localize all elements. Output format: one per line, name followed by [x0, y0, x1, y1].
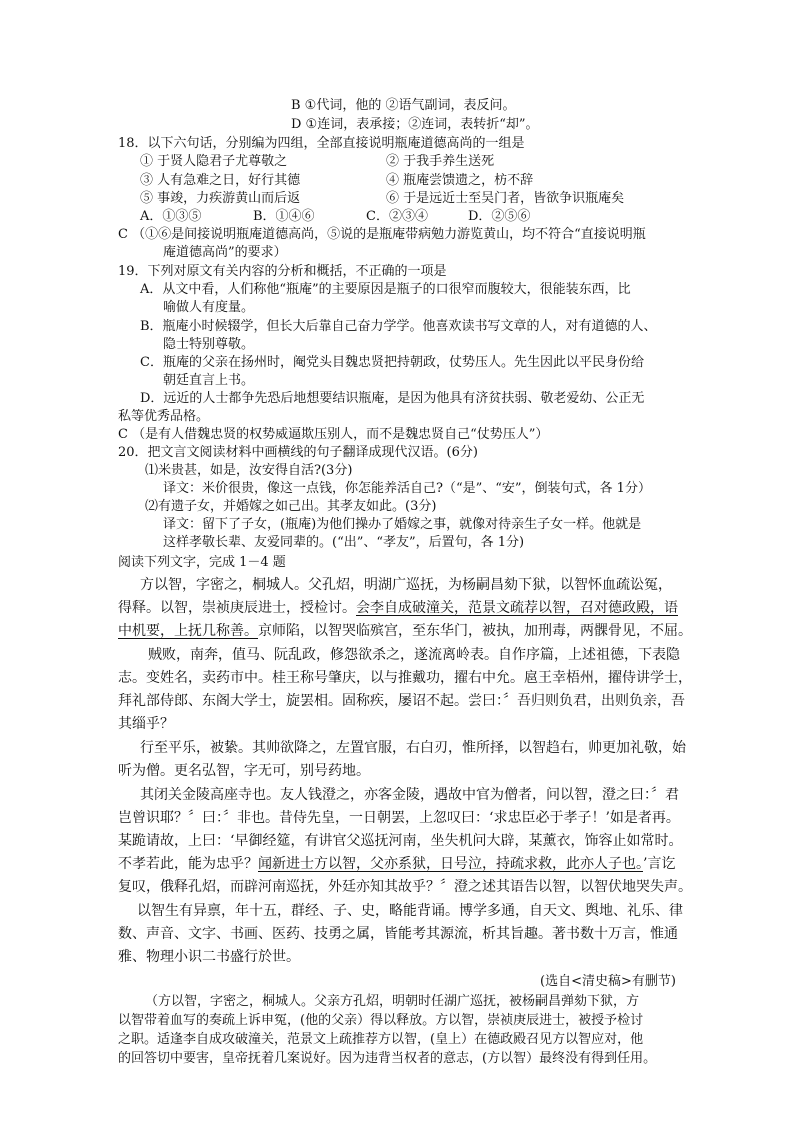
- passage-line: 岂曾识耶？〞曰：〞非也。昔侍先皇，一日朝罢，上忽叹曰：‘求忠臣必于孝子！’如是者再。: [118, 810, 680, 826]
- underlined-sentence: 闻新进士方以智，父亦系狱，日号泣，持疏求救，此亦人子也。: [258, 856, 643, 872]
- q19-option-c-line-2: 朝廷直言上书。: [163, 373, 255, 388]
- passage-source: (选自<清史稿>有删节): [540, 974, 676, 989]
- q18-sentence-3: ③ 人有急难之日，好行其德: [140, 173, 301, 188]
- q19-option-a-line-1: A．从文中看，人们称他“瓶庵”的主要原因是瓶子的口很窄而腹较大，很能装东西，比: [140, 282, 631, 297]
- q18-sentence-2: ② 于我手养生送死: [386, 154, 495, 169]
- q18-sentence-4: ④ 瓶庵尝馈遗之，枋不辞: [386, 173, 534, 188]
- passage-intro: 阅读下列文字，完成 1－4 题: [118, 555, 286, 570]
- q18-sentence-1: ① 于贤人隐君子尤尊敬之: [140, 154, 288, 169]
- passage-line: 志。变姓名，卖药市中。桂王称号肇庆，以与推戴功，擢右中允。扈王幸梧州，擢侍讲学士，: [118, 670, 692, 686]
- q19-option-c-line-1: C．瓶庵的父亲在扬州时，阉党头目魏忠贤把持朝政，仗势压人。先生因此以平民身份给: [140, 355, 644, 370]
- passage-line: 贼败，南奔，值马、阮乱政，修怨欲杀之，遂流离岭表。自作序篇，上述祖德，下表隐: [148, 647, 680, 663]
- q20-translation-2-line-2: 这样孝敬长辈、友爱同辈的。(“出”、“孝友”，后置句，各 1分): [163, 535, 525, 550]
- passage-text: 不孝若此，能为忠乎？: [118, 856, 258, 872]
- q18-choice-a: A．①③⑤: [140, 209, 202, 224]
- passage-text: 得释。以智，崇祯庚辰进士，授检讨。: [118, 600, 356, 616]
- q18-sentence-5: ⑤ 事竣，力疾游黄山而后返: [140, 191, 301, 206]
- underlined-sentence: 中机要，上抚几称善。: [118, 623, 258, 639]
- q18-answer-line-1: C （①⑥是间接说明瓶庵道德高尚，⑤说的是瓶庵带病勉力游览黄山，均不符合“直接说明瓶: [118, 227, 646, 242]
- q19-stem: 19．下列对原文有关内容的分析和概括，不正确的一项是: [118, 264, 447, 279]
- q17-option-b: B ①代词，他的 ②语气副词，表反问。: [291, 98, 516, 113]
- passage-line: 某跪请故，上曰：‘早御经筵，有讲官父巡抚河南，坐失机问大辟，某薰衣，饰容止如常时。: [118, 833, 683, 849]
- q18-answer-line-2: 庵道德高尚”的要求）: [163, 245, 287, 260]
- q20-prompt-2: ⑵有遗子女，并婚嫁之如己出。其孝友如此。(3分): [145, 499, 437, 514]
- q18-choice-b: B．①④⑥: [253, 209, 315, 224]
- q19-option-b-line-2: 隐士特别尊敬。: [163, 337, 255, 352]
- passage-line: 行至平乐，被絷。其帅欲降之，左置官服，右白刃，惟所择，以智趋右，帅更加礼敬，始: [140, 740, 686, 756]
- passage-line: [118, 621, 692, 641]
- passage-line: 以智生有异禀，年十五，群经、子、史，略能背诵。博学多通，自天文、舆地、礼乐、律: [137, 903, 683, 919]
- passage-line: [118, 854, 675, 874]
- translation-line: 的回答切中要害，皇帝抚着几案说好。因为违背当权者的意志，(方以智）最终没有得到任用。: [118, 1051, 657, 1066]
- passage-line: 其闭关金陵高座寺也。友人钱澄之，亦客金陵，遇故中官为僧者，问以智，澄之曰：〞君: [140, 787, 679, 803]
- q17-option-d: D ①连词，表承接；②连词，表转折“却”。: [291, 117, 539, 132]
- q19-option-d-line-1: D．远近的人士都争先恐后地想要结识瓶庵，是因为他具有济贫扶弱、敬老爱幼、公正无: [140, 391, 645, 406]
- passage-text: ’言讫: [643, 856, 676, 872]
- passage-line: 数、声音、文字、书画、医药、技勇之属，皆能考其源流，析其旨趣。著书数十万言，惟通: [118, 926, 678, 942]
- underlined-sentence: 会李自成破潼关，范景文疏荐以智，召对德政殿，语: [356, 600, 678, 616]
- translation-line: 以智带着血写的奏疏上诉申冤，(他的父亲）得以释放。方以智，崇祯庚辰进士，被授予检讨: [118, 1013, 644, 1028]
- q19-option-a-line-2: 喻做人有度量。: [163, 300, 255, 315]
- q18-choice-c: C．②③④: [366, 209, 428, 224]
- q20-stem: 20．把文言文阅读材料中画横线的句子翻译成现代汉语。(6分): [118, 445, 478, 460]
- q20-prompt-1: ⑴米贵甚，如是，汝安得自活?(3分): [145, 463, 353, 478]
- passage-line: 复叹，俄释孔炤，而辟河南巡抚，外廷亦知其故乎？〞澄之述其语告以智，以智伏地哭失声。: [118, 879, 692, 895]
- q18-choice-d: D．②⑤⑥: [468, 209, 531, 224]
- q19-option-b-line-1: B．瓶庵小时候辍学，但长大后靠自己奋力学学。他喜欢读书写文章的人，对有道德的人、: [140, 319, 657, 334]
- passage-line: 其缁乎？: [118, 716, 174, 732]
- q20-translation-1: 译文：米价很贵，像这一点钱，你怎能养活自己?（“是”、“安”，倒装句式，各 1分）: [163, 481, 651, 496]
- q20-translation-2-line-1: 译文：留下了子女，(瓶庵)为他们操办了婚嫁之事，就像对待亲生子女一样。他就是: [163, 517, 642, 532]
- translation-line: （方以智，字密之，桐城人。父亲方孔炤，明朝时任湖广巡抚，被杨嗣昌弹劾下狱，方: [145, 994, 640, 1009]
- passage-line: 拜礼部侍郎、东阁大学士，旋罢相。固称疾，屡诏不起。尝曰：〞吾归则负君，出则负亲，吾: [118, 693, 685, 709]
- q19-answer: C （是有人借魏忠贤的权势威逼欺压别人，而不是魏忠贤自己“仗势压人”）: [118, 427, 549, 442]
- passage-line: 方以智，字密之，桐城人。父孔炤，明湖广巡抚，为杨嗣昌劾下狱，以智怀血疏讼冤，: [140, 577, 672, 593]
- q18-stem: 18．以下六句话，分别编为四组，全部直接说明瓶庵道德高尚的一组是: [118, 136, 525, 151]
- passage-line: 听为僧。更名弘智，字无可，别号药地。: [118, 763, 370, 779]
- translation-line: 之职。适逢李自成攻破潼关，范景文上疏推荐方以智，(皇上）在德政殿召见方以智应对，他: [118, 1032, 644, 1047]
- passage-line: 雅、物理小识二书盛行於世。: [118, 949, 300, 965]
- q18-sentence-6: ⑥ 于是远近士至吴门者，皆欲争识瓶庵矣: [386, 191, 625, 206]
- q19-option-d-line-2: 私等优秀品格。: [118, 409, 210, 424]
- passage-line: [118, 598, 678, 618]
- passage-text: 京师陷，以智哭临殡宫，至东华门，被执，加刑毒，两髁骨见，不屈。: [258, 623, 692, 639]
